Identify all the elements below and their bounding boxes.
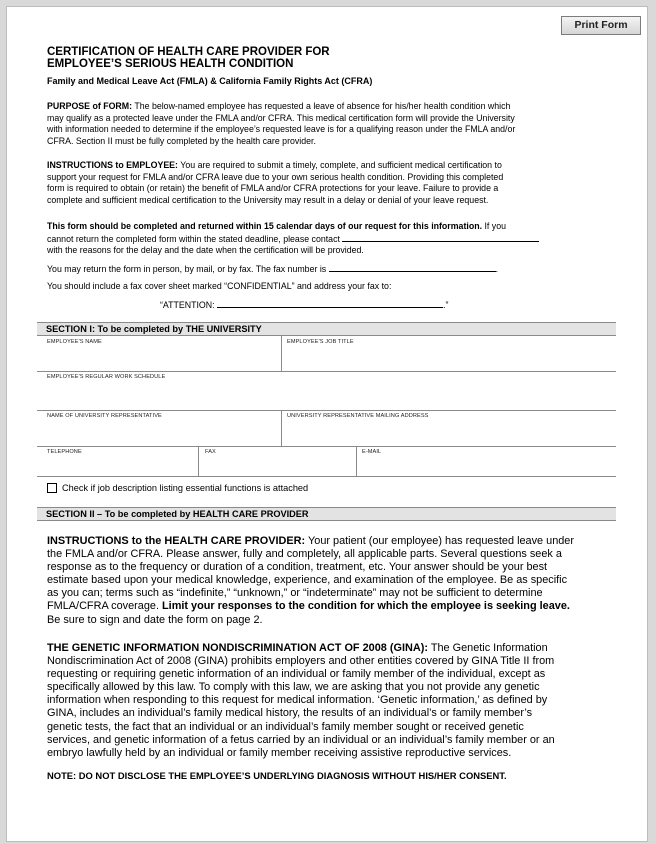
provider-instructions-line: Your patient (our employee) has requested leave under xyxy=(308,535,574,547)
employee-instructions-paragraph xyxy=(47,160,607,207)
purpose-line: CFRA. Section II must be fully completed by the health care provider. xyxy=(47,136,316,147)
purpose-line: The below-named employee has requested a leave of absence for his/her health condition which xyxy=(134,101,511,111)
grid-divider xyxy=(37,476,616,477)
form-title xyxy=(47,46,330,70)
gina-line: GINA, includes an individual’s family medical history, the results of an individual’s or family member’s xyxy=(47,707,533,720)
diagnosis-note: NOTE: DO NOT DISCLOSE THE EMPLOYEE’S UNDERLYING DIAGNOSIS WITHOUT HIS/HER CONSENT. xyxy=(47,770,507,781)
purpose-line: with information needed to determine if the employee’s requested leave is for a qualifying reason under the FMLA and/or xyxy=(47,124,516,135)
attention-close: .” xyxy=(443,300,449,310)
rep-address-field[interactable]: UNIVERSITY REPRESENTATIVE MAILING ADDRESS xyxy=(287,413,429,419)
gina-line: information when responding to this request for medical information. ‘Genetic information,’ as defined by xyxy=(47,694,548,707)
employee-instructions-label: INSTRUCTIONS to EMPLOYEE: xyxy=(47,160,178,170)
email-field[interactable]: E-MAIL xyxy=(362,449,382,455)
purpose-label: PURPOSE of FORM: xyxy=(47,101,133,111)
instructions-line: You are required to submit a timely, complete, and sufficient medical certification to xyxy=(180,160,502,170)
section-2-header: SECTION II – To be completed by HEALTH CARE PROVIDER xyxy=(37,507,616,521)
gina-line: services, and genetic information of a fetus carried by an individual or an individual’s family member or an xyxy=(47,733,555,746)
section-1-header: SECTION I: To be completed by THE UNIVERSITY xyxy=(37,322,616,336)
job-title-field[interactable]: EMPLOYEE'S JOB TITLE xyxy=(287,339,354,345)
instructions-line: support your request for FMLA and/or CFRA leave due to your own serious health condition. Providing this completed xyxy=(47,171,504,182)
cover-sheet-text: You should include a fax cover sheet marked “CONFIDENTIAL” and address your fax to: xyxy=(47,281,392,291)
return-contact-text: cannot return the completed form within the stated deadline, please contact xyxy=(47,233,340,244)
print-form-button[interactable]: Print Form xyxy=(561,16,641,35)
limit-responses-text: Limit your responses to the condition for which the employee is seeking leave. xyxy=(162,600,570,613)
contact-blank-line[interactable] xyxy=(342,233,539,242)
attention-blank-line[interactable] xyxy=(217,299,443,308)
provider-instructions-line: estimate based upon your medical knowledge, experience, and examination of the employee. Be as specific xyxy=(47,574,568,587)
grid-divider xyxy=(281,336,282,371)
job-description-checkbox-label: Check if job description listing essential functions is attached xyxy=(62,483,309,493)
title-line-1: CERTIFICATION OF HEALTH CARE PROVIDER FOR xyxy=(47,46,330,58)
grid-divider xyxy=(37,410,616,411)
grid-divider xyxy=(356,446,357,476)
gina-line: The Genetic Information xyxy=(430,642,548,654)
gina-line: genetic tests, the fact that an individual or an individual’s family member sought or received genetic xyxy=(47,720,524,733)
title-line-2: EMPLOYEE’S SERIOUS HEALTH CONDITION xyxy=(47,58,294,70)
return-delay-text: with the reasons for the delay and the date when the certification will be provided. xyxy=(47,245,364,256)
work-schedule-field[interactable]: EMPLOYEE'S REGULAR WORK SCHEDULE xyxy=(47,374,166,380)
employee-name-field[interactable]: EMPLOYEE'S NAME xyxy=(47,339,102,345)
return-line-tail: If you xyxy=(484,221,506,231)
grid-divider xyxy=(37,371,616,372)
purpose-line: may qualify as a protected leave under the FMLA and/or CFRA. This medical certification form will provide the University xyxy=(47,112,515,123)
provider-instructions-line: response as to the frequency or duration of a condition, treatment, etc. Your answer should be your best xyxy=(47,561,548,574)
fax-field[interactable]: FAX xyxy=(205,449,216,455)
gina-line: Nondiscrimination Act of 2008 (GINA) prohibits employers and other entities covered by GINA Title II from xyxy=(47,655,555,668)
fax-number-blank-line[interactable] xyxy=(329,263,496,272)
return-paragraph xyxy=(47,221,607,257)
gina-label: THE GENETIC INFORMATION NONDISCRIMINATION ACT OF 2008 (GINA): xyxy=(47,642,428,654)
return-deadline-text: This form should be completed and returned within 15 calendar days of our request for this information. xyxy=(47,221,483,231)
fax-number-text: You may return the form in person, by mail, or by fax. The fax number is xyxy=(47,264,327,274)
gina-line: embryo lawfully held by an individual or family member receiving assistive reproductive services. xyxy=(47,746,512,759)
purpose-paragraph xyxy=(47,101,607,148)
provider-instructions-line: FMLA/CFRA coverage. xyxy=(47,600,159,613)
provider-instructions-paragraph xyxy=(47,535,611,627)
sign-date-text: Be sure to sign and date the form on page 2. xyxy=(47,613,263,626)
rep-name-field[interactable]: NAME OF UNIVERSITY REPRESENTATIVE xyxy=(47,413,162,419)
grid-divider xyxy=(198,446,199,476)
gina-paragraph xyxy=(47,642,611,760)
gina-line: specifically allowed by this law. To comply with this law, we are asking that you not provide any genetic xyxy=(47,681,540,694)
provider-instructions-label: INSTRUCTIONS to the HEALTH CARE PROVIDER: xyxy=(47,535,306,547)
form-subtitle: Family and Medical Leave Act (FMLA) & California Family Rights Act (CFRA) xyxy=(47,76,373,86)
instructions-line: complete and sufficient medical certification to the University may result in a delay or denial of your leave request. xyxy=(47,195,489,206)
fax-number-row: You may return the form in person, by mail, or by fax. The fax number is . xyxy=(47,264,499,274)
grid-divider xyxy=(37,446,616,447)
telephone-field[interactable]: TELEPHONE xyxy=(47,449,82,455)
grid-divider xyxy=(281,410,282,446)
gina-line: requesting or requiring genetic information of an individual or family member of the individual, except as xyxy=(47,668,546,681)
attention-label: “ATTENTION: xyxy=(160,300,215,310)
instructions-line: form is required to obtain (or retain) the benefit of FMLA and/or CFRA protections for your leave. Failure to provide a xyxy=(47,183,499,194)
attention-row xyxy=(160,299,560,312)
provider-instructions-line: the FMLA and/or CFRA. Please answer, fully and completely, all applicable parts. Several questions seek a xyxy=(47,548,562,561)
job-description-checkbox[interactable] xyxy=(47,483,57,493)
provider-instructions-line: as you can; terms such as “indefinite,” “unknown,” or “indeterminate” may not be sufficient to determine xyxy=(47,587,543,600)
